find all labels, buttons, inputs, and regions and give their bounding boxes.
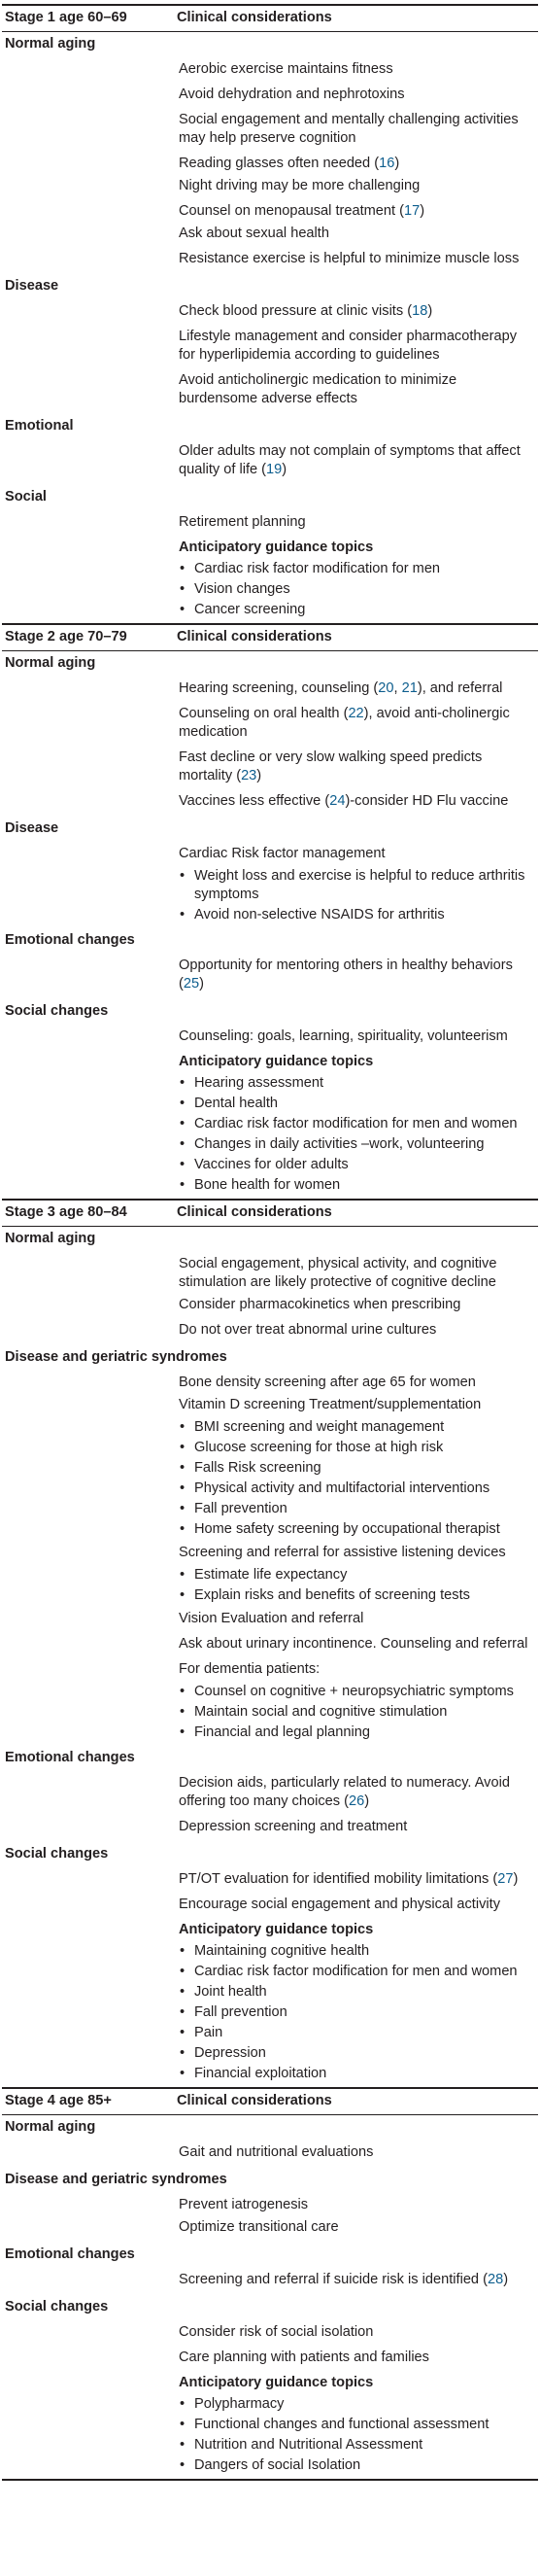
bullet-item: • Avoid non-selective NSAIDS for arthritis <box>2 906 538 926</box>
consideration-item: Depression screening and treatment <box>179 1819 408 1834</box>
consideration-item: Cardiac Risk factor management <box>179 846 386 861</box>
consideration-item: Vaccines less effective (24)-consider HD Flu vaccine <box>179 793 509 809</box>
consideration-item: Lifestyle management and consider pharmacotherapy for hyperlipidemia according to guidelines <box>179 329 518 363</box>
category-section <box>2 2243 538 2295</box>
consideration-item: Screening and referral for assistive listening devices <box>179 1545 506 1560</box>
stage-title: Stage 4 age 85+ <box>5 2093 112 2108</box>
stage-title: Stage 3 age 80–84 <box>5 1204 127 1220</box>
category-label: Emotional changes <box>5 2246 135 2262</box>
stage-header-row <box>2 2089 538 2115</box>
category-label: Social <box>5 489 47 505</box>
bullet-item: • Counsel on cognitive + neuropsychiatric symptoms <box>2 1683 538 1703</box>
category-section <box>2 2115 538 2168</box>
bullet-item: • Dangers of social Isolation <box>2 2456 538 2477</box>
bullet-item: • Financial and legal planning <box>2 1723 538 1744</box>
bullet-item: • Cardiac risk factor modification for men <box>2 560 538 580</box>
category-label: Social changes <box>5 1846 109 1862</box>
bullet-item: • Cardiac risk factor modification for men and women <box>2 1963 538 1983</box>
bullet-item: • Fall prevention <box>2 2003 538 2024</box>
consideration-item: Social engagement, physical activity, and cognitive stimulation are likely protective of cognitive decline <box>179 1256 497 1290</box>
bullet-item: • BMI screening and weight management <box>2 1418 538 1439</box>
category-label: Normal aging <box>5 1231 96 1246</box>
consideration-item: PT/OT evaluation for identified mobility limitations (27) <box>179 1871 519 1887</box>
bullet-item: • Polypharmacy <box>2 2395 538 2416</box>
bullet-item: • Pain <box>2 2024 538 2044</box>
consideration-item: Screening and referral if suicide risk is identified (28) <box>179 2272 509 2287</box>
consideration-item: Avoid dehydration and nephrotoxins <box>179 87 405 102</box>
bullet-item: • Dental health <box>2 1095 538 1115</box>
category-section <box>2 999 538 1199</box>
bullet-item: • Financial exploitation <box>2 2065 538 2085</box>
category-section <box>2 928 538 999</box>
consideration-item: Avoid anticholinergic medication to minimize burdensome adverse effects <box>179 372 457 406</box>
category-label: Emotional <box>5 418 74 434</box>
guidance-subheading: Anticipatory guidance topics <box>179 2375 374 2390</box>
category-label: Normal aging <box>5 655 96 671</box>
category-section <box>2 1227 538 1345</box>
bullet-item: • Maintaining cognitive health <box>2 1942 538 1963</box>
guidance-subheading: Anticipatory guidance topics <box>179 1054 374 1069</box>
bullet-item: • Falls Risk screening <box>2 1459 538 1479</box>
category-section <box>2 651 538 817</box>
bullet-item: • Depression <box>2 2044 538 2065</box>
guidance-subheading: Anticipatory guidance topics <box>179 540 374 555</box>
consideration-item: Counseling: goals, learning, spirituality, volunteerism <box>179 1028 508 1044</box>
bullet-item: • Joint health <box>2 1983 538 2003</box>
consideration-item: Social engagement and mentally challenging activities may help preserve cognition <box>179 112 519 146</box>
category-label: Emotional changes <box>5 1750 135 1765</box>
consideration-item: Consider pharmacokinetics when prescribing <box>179 1297 461 1312</box>
bullet-item: • Fall prevention <box>2 1500 538 1520</box>
consideration-item: Prevent iatrogenesis <box>179 2197 309 2212</box>
consideration-item: Hearing screening, counseling (20, 21), and referral <box>179 680 503 696</box>
bullet-item: • Glucose screening for those at high risk <box>2 1439 538 1459</box>
column-header: Clinical considerations <box>177 2093 332 2108</box>
consideration-item: Vision Evaluation and referral <box>179 1611 364 1626</box>
category-section <box>2 2295 538 2479</box>
consideration-item: Opportunity for mentoring others in healthy behaviors (25) <box>179 957 513 992</box>
consideration-item: Optimize transitional care <box>179 2219 339 2235</box>
consideration-item: Consider risk of social isolation <box>179 2324 374 2340</box>
consideration-item: Retirement planning <box>179 514 306 530</box>
bullet-item: • Cancer screening <box>2 601 538 621</box>
guidance-subheading: Anticipatory guidance topics <box>179 1922 374 1937</box>
category-label: Normal aging <box>5 36 96 52</box>
category-label: Emotional changes <box>5 932 135 948</box>
category-section <box>2 2168 538 2243</box>
column-header: Clinical considerations <box>177 10 332 25</box>
bullet-item: • Bone health for women <box>2 1176 538 1197</box>
column-header: Clinical considerations <box>177 629 332 644</box>
consideration-item: Gait and nutritional evaluations <box>179 2144 374 2160</box>
bullet-item: • Explain risks and benefits of screening tests <box>2 1586 538 1607</box>
consideration-item: Resistance exercise is helpful to minimize muscle loss <box>179 251 520 266</box>
stage-header-row <box>2 1201 538 1227</box>
stage-block <box>2 4 538 623</box>
category-label: Disease and geriatric syndromes <box>5 1349 227 1365</box>
stage-header-row <box>2 6 538 32</box>
category-section <box>2 1746 538 1842</box>
category-label: Disease <box>5 278 59 294</box>
stage-block <box>2 2087 538 2481</box>
bullet-item: • Estimate life expectancy <box>2 1566 538 1586</box>
bullet-item: • Weight loss and exercise is helpful to reduce arthritis symptoms <box>2 867 538 906</box>
bullet-item: • Vision changes <box>2 580 538 601</box>
category-label: Disease and geriatric syndromes <box>5 2172 227 2187</box>
consideration-item: Do not over treat abnormal urine cultures <box>179 1322 437 1338</box>
column-header: Clinical considerations <box>177 1204 332 1220</box>
consideration-item: Fast decline or very slow walking speed predicts mortality (23) <box>179 749 483 783</box>
category-label: Disease <box>5 820 59 836</box>
category-section <box>2 32 538 274</box>
category-section <box>2 1345 538 1746</box>
bullet-item: • Home safety screening by occupational therapist <box>2 1520 538 1541</box>
consideration-item: Night driving may be more challenging <box>179 178 421 193</box>
category-label: Social changes <box>5 2299 109 2315</box>
category-section <box>2 817 538 928</box>
category-section <box>2 1842 538 2087</box>
bullet-item: • Maintain social and cognitive stimulation <box>2 1703 538 1723</box>
bullet-item: • Hearing assessment <box>2 1074 538 1095</box>
bullet-item: • Cardiac risk factor modification for men and women <box>2 1115 538 1135</box>
consideration-item: Encourage social engagement and physical activity <box>179 1897 500 1912</box>
bullet-item: • Physical activity and multifactorial interventions <box>2 1479 538 1500</box>
clinical-considerations-table <box>2 0 538 2481</box>
stage-block <box>2 1199 538 2087</box>
consideration-item: Ask about sexual health <box>179 226 329 241</box>
consideration-item: Decision aids, particularly related to numeracy. Avoid offering too many choices (26) <box>179 1775 510 1809</box>
consideration-item: Vitamin D screening Treatment/supplementation <box>179 1397 482 1412</box>
bullet-item: • Nutrition and Nutritional Assessment <box>2 2436 538 2456</box>
stage-title: Stage 2 age 70–79 <box>5 629 127 644</box>
consideration-item: Older adults may not complain of symptoms that affect quality of life (19) <box>179 443 521 477</box>
stage-header-row <box>2 625 538 651</box>
category-section <box>2 414 538 485</box>
consideration-item: Care planning with patients and families <box>179 2350 429 2365</box>
consideration-item: Counseling on oral health (22), avoid anti-cholinergic medication <box>179 706 510 740</box>
stage-block <box>2 623 538 1199</box>
bullet-item: • Vaccines for older adults <box>2 1156 538 1176</box>
stage-title: Stage 1 age 60–69 <box>5 10 127 25</box>
category-label: Normal aging <box>5 2119 96 2135</box>
consideration-item: Reading glasses often needed (16) <box>179 156 400 171</box>
bullet-item: • Functional changes and functional assessment <box>2 2416 538 2436</box>
consideration-item: Check blood pressure at clinic visits (18) <box>179 303 433 319</box>
consideration-item: Bone density screening after age 65 for women <box>179 1375 476 1390</box>
consideration-item: Counsel on menopausal treatment (17) <box>179 203 425 219</box>
consideration-item: For dementia patients: <box>179 1661 321 1677</box>
category-section <box>2 485 538 623</box>
category-label: Social changes <box>5 1003 109 1019</box>
consideration-item: Ask about urinary incontinence. Counseling and referral <box>179 1636 528 1652</box>
category-section <box>2 274 538 414</box>
consideration-item: Aerobic exercise maintains fitness <box>179 61 393 77</box>
bullet-item: • Changes in daily activities –work, volunteering <box>2 1135 538 1156</box>
